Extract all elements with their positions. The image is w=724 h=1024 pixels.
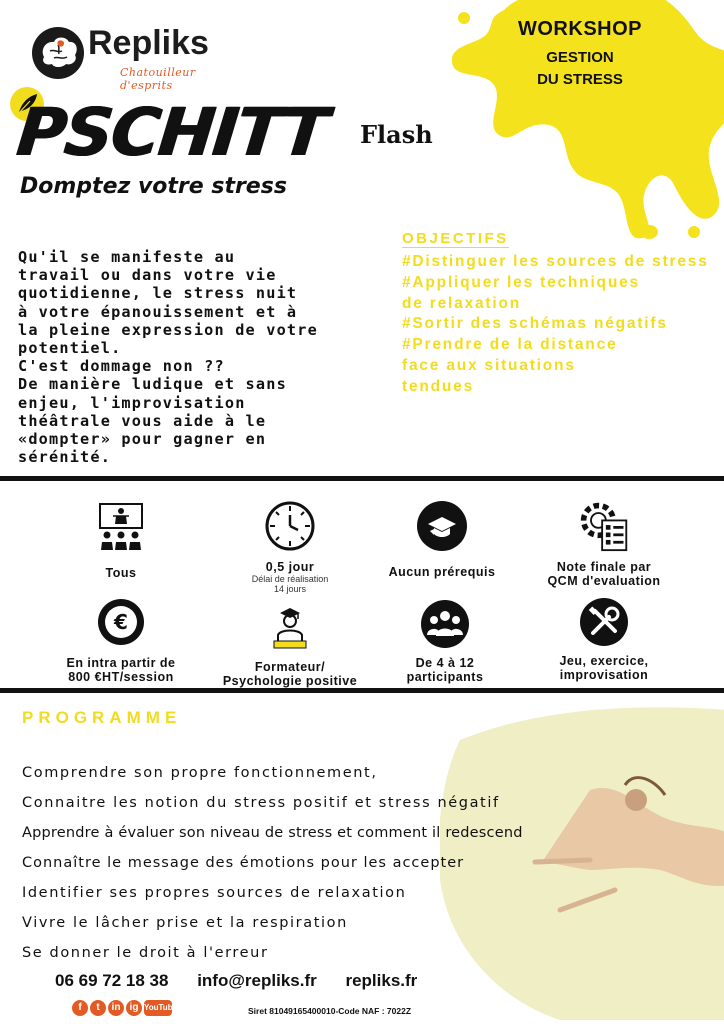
brain-logo-icon [32,27,84,79]
tools-icon [578,596,630,648]
programme-heading: PROGRAMME [22,708,182,727]
feature-prerequisites [357,500,527,579]
audience-icon [95,500,147,552]
svg-text:€: € [114,610,128,634]
page-subtitle: Domptez votre stress [20,174,287,199]
feature-evaluation [519,500,689,588]
feature-label: improvisation [559,668,649,682]
repliks-logo[interactable] [32,24,232,92]
feature-price [36,596,206,684]
intro-line: sérénité. [18,448,112,467]
feature-label: Formateur/ [254,660,326,674]
feature-label: 800 €HT/session [68,670,174,684]
feature-audience [36,500,206,580]
feature-label: Psychologie positive [222,674,358,688]
group-icon [419,598,471,650]
intro-line: «dompter» pour gagner en [18,430,267,449]
objective-item: tendues [402,377,475,395]
programme-list [22,758,523,968]
intro-line: quotidienne, le stress nuit [18,284,298,303]
intro-line: enjeu, l'improvisation [18,393,246,412]
euro-icon [95,596,147,648]
section-divider-top [0,476,724,481]
objectives-section [402,228,712,398]
objective-item: #Appliquer les techniques [402,273,640,291]
social-links [72,1000,178,1016]
feature-label: Aucun prérequis [388,565,496,579]
objective-item: face aux situations [402,356,576,374]
intro-line: C'est dommage non ?? [18,357,225,376]
facebook-icon[interactable]: f [72,1000,88,1016]
programme-item: Apprendre à évaluer son niveau de stress et comment il redescend [22,825,523,841]
workshop-topic-line2: DU STRESS [537,71,623,88]
programme-item: Vivre le lâcher prise et la respiration [22,915,348,931]
intro-paragraph [18,248,378,466]
programme-item: Identifier ses propres sources de relaxation [22,885,407,901]
feature-label: Jeu, exercice, [559,654,649,668]
title-suffix: Flash [360,120,433,149]
phone-link[interactable]: 06 69 72 18 38 [55,971,169,990]
feature-label: Tous [105,566,137,580]
intro-line: travail ou dans votre vie [18,266,277,285]
contact-line [55,971,441,991]
teacher-icon [264,602,316,654]
twitter-icon[interactable]: t [90,1000,106,1016]
programme-item: Connaître le message des émotions pour les accepter [22,855,465,871]
workshop-label: WORKSHOP [518,18,642,40]
objective-item: #Distinguer les sources de stress [402,253,709,270]
clock-icon [264,500,316,552]
email-link[interactable]: info@repliks.fr [197,971,317,990]
intro-line: la pleine expression de votre [18,320,318,339]
checklist-gear-icon [578,500,630,552]
programme-item: Se donner le droit à l'erreur [22,945,269,961]
logo-tagline: Chatouilleur d'esprits [120,66,196,92]
feature-label: QCM d'evaluation [547,574,661,588]
feature-trainer [205,602,375,688]
workshop-topic-line1: GESTION [546,49,614,66]
intro-line: théâtrale vous aide à le [18,411,267,430]
objectives-heading: OBJECTIFS [402,230,509,247]
logo-wordmark: Repliks [88,24,209,62]
feature-label: Note finale par [556,560,652,574]
objective-item: #Prendre de la distance [402,336,618,354]
company-registration: Siret 81049165400010-Code NAF : 7022Z [248,1006,412,1016]
instagram-icon[interactable]: ig [126,1000,142,1016]
workshop-heading [495,18,665,91]
feature-label: En intra partir de [66,656,176,670]
page-title: PSCHITT [13,94,331,171]
feature-label: 0,5 jour [265,560,315,574]
objective-item: de relaxation [402,294,522,312]
feature-sublabel: 14 jours [273,584,307,594]
programme-item: Connaitre les notion du stress positif et stress négatif [22,795,500,811]
section-divider-bottom [0,688,724,693]
programme-item: Comprendre son propre fonctionnement, [22,765,378,781]
feature-sublabel: Délai de réalisation [251,574,329,584]
graduation-cap-icon [416,500,468,552]
intro-line: à votre épanouissement et à [18,302,298,321]
feature-participants [360,598,530,684]
feature-duration [205,500,375,594]
objective-item: #Sortir des schémas négatifs [402,315,668,333]
youtube-icon[interactable]: YouTube [144,1000,172,1016]
website-link[interactable]: repliks.fr [345,971,418,990]
feature-label: participants [406,670,484,684]
objectives-list [402,252,712,398]
feature-methods [519,596,689,682]
intro-line: potentiel. [18,339,122,358]
feature-label: De 4 à 12 [415,656,475,670]
linkedin-icon[interactable]: in [108,1000,124,1016]
intro-line: De manière ludique et sans [18,375,287,394]
intro-line: Qu'il se manifeste au [18,248,236,266]
